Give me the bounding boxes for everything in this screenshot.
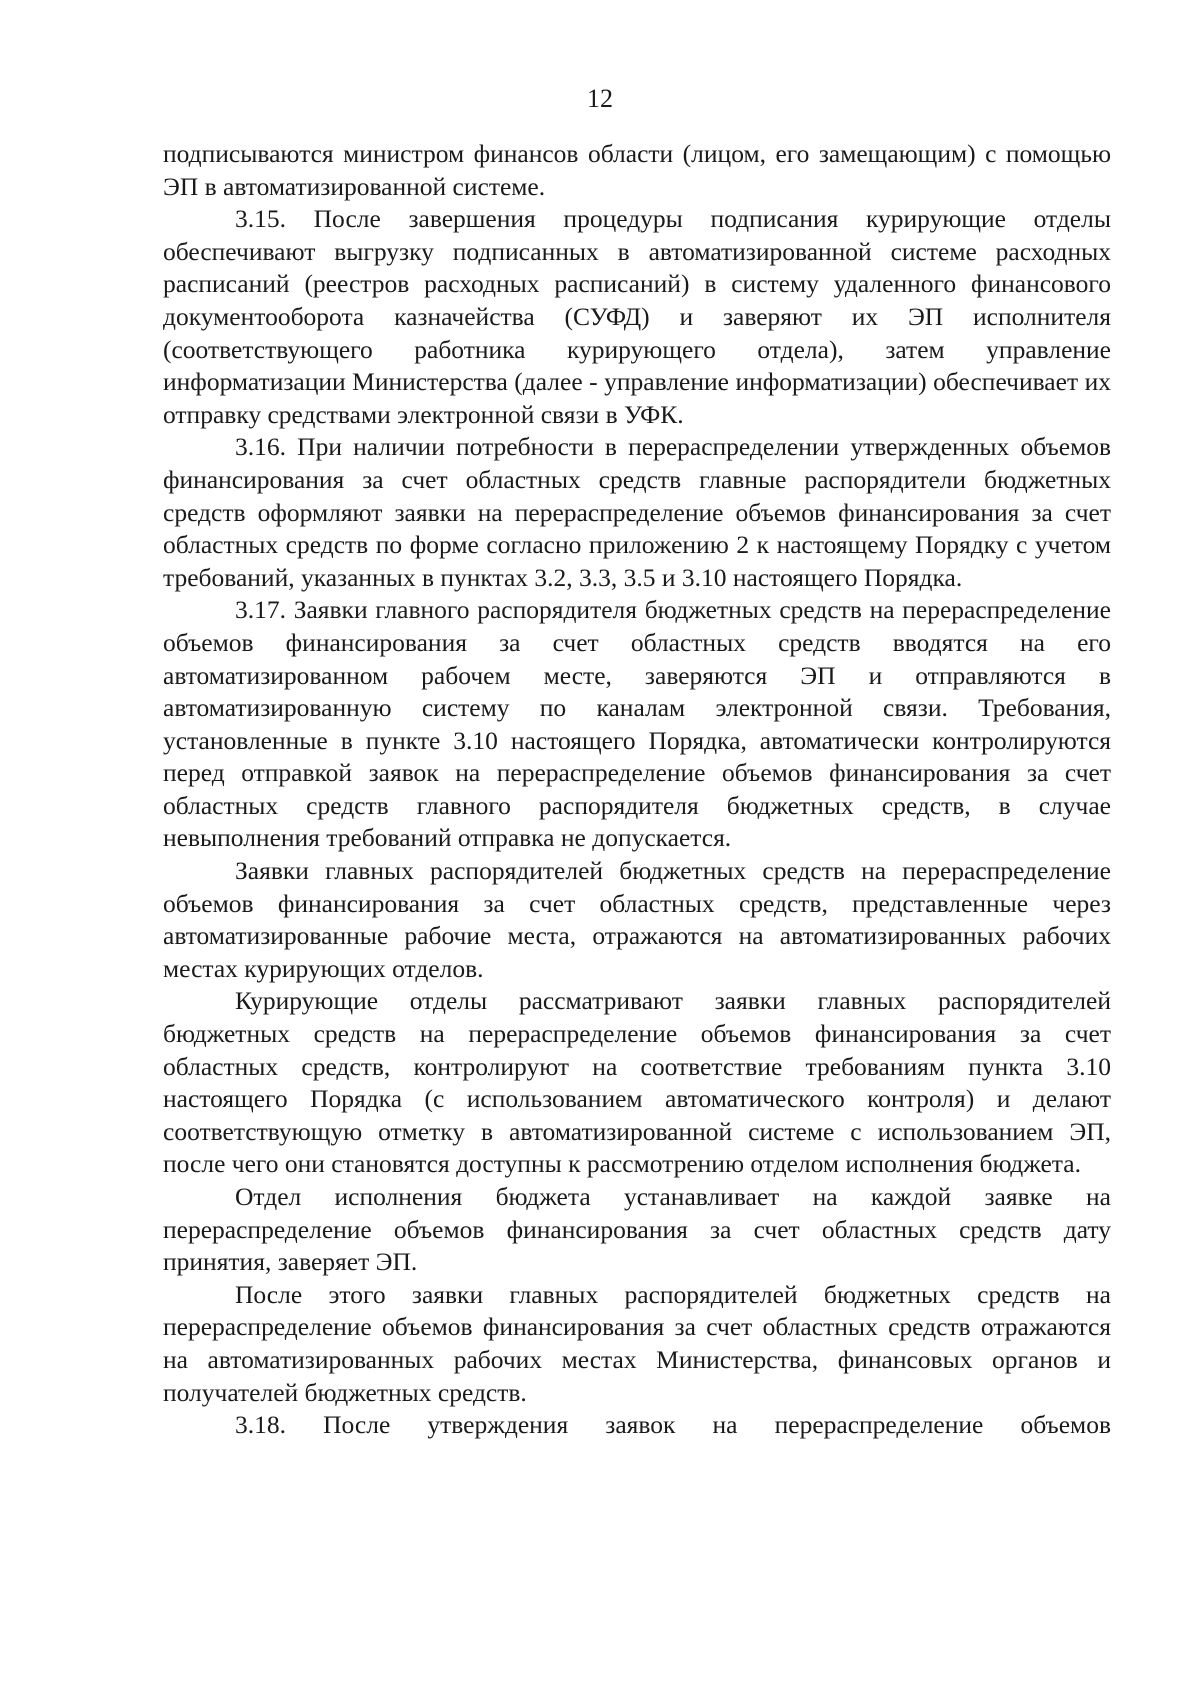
- document-body: [163, 138, 1111, 1442]
- paragraph-3-16: 3.16. При наличии потребности в перераспределении утвержденных объемов финансирования за счет областных средств главные распорядители бюджетных средств оформляют заявки на перераспределение объемов финансирования за счет областных средств по форме согласно приложению 2 к настоящему Порядку с учетом требований, указанных в пунктах 3.2, 3.3, 3.5 и 3.10 настоящего Порядка.: [163, 432, 1111, 592]
- paragraph-requests-reflected: Заявки главных распорядителей бюджетных средств на перераспределение объемов финансирования за счет областных средств, представленные через автоматизированные рабочие места, отражаются на автоматизированных рабочих местах курирующих отделов.: [163, 856, 1111, 983]
- paragraph-continuation: подписываются министром финансов области (лицом, его замещающим) с помощью ЭП в автоматизированной системе.: [163, 139, 1111, 201]
- paragraph-after-this: После этого заявки главных распорядителей бюджетных средств на перераспределение объемов финансирования за счет областных средств отражаются на автоматизированных рабочих местах Министерства, финансовых органов и получателей бюджетных средств.: [163, 1279, 1111, 1407]
- paragraph-3-17: 3.17. Заявки главного распорядителя бюджетных средств на перераспределение объемов финансирования за счет областных средств вводятся на его автоматизированном рабочем месте, заверяются ЭП и отправляются в автоматизированную систему по каналам электронной связи. Требования, установленные в пункте 3.10 настоящего Порядка, автоматически контролируются перед отправкой заявок на перераспределение объемов финансирования за счет областных средств главного распорядителя бюджетных средств, в случае невыполнения требований отправка не допускается.: [163, 595, 1111, 853]
- paragraph-supervising-departments: Курирующие отделы рассматривают заявки главных распорядителей бюджетных средств на перераспределение объемов финансирования за счет областных средств, контролируют на соответствие требованиям пункта 3.10 настоящего Порядка (с использованием автоматического контроля) и делают соответствующую отметку в автоматизированной системе с использованием ЭП, после чего они становятся доступны к рассмотрению отделом исполнения бюджета.: [163, 986, 1111, 1179]
- page-number: 12: [587, 84, 613, 113]
- paragraph-3-15: 3.15. После завершения процедуры подписания курирующие отделы обеспечивают выгрузку подписанных в автоматизированной системе расходных расписаний (реестров расходных расписаний) в систему удаленного финансового документооборота казначейства (СУФД) и заверяют их ЭП исполнителя (соответствующего работника курирующего отдела), затем управление информатизации Министерства (далее - управление информатизации) обеспечивает их отправку средствами электронной связи в УФК.: [163, 204, 1111, 429]
- paragraph-3-18: 3.18. После утверждения заявок на перераспределение объемов: [235, 1410, 1111, 1440]
- paragraph-budget-execution-department: Отдел исполнения бюджета устанавливает на каждой заявке на перераспределение объемов финансирования за счет областных средств дату принятия, заверяет ЭП.: [163, 1182, 1111, 1277]
